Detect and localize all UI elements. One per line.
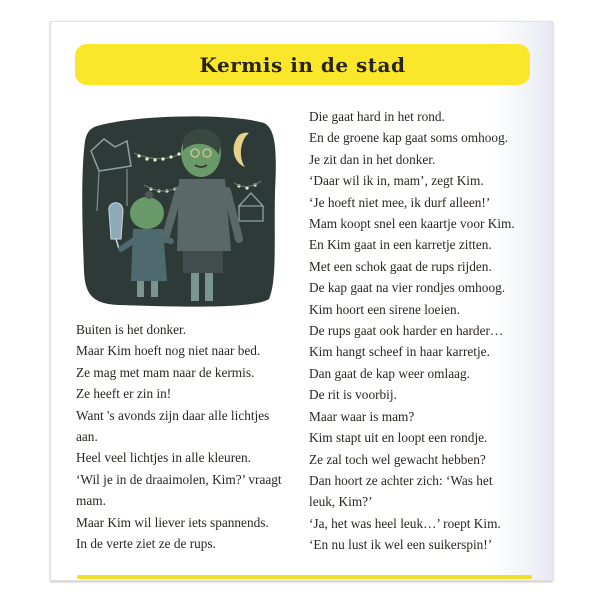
left-text-column [76,319,296,554]
text-line: Kim hoort een sirene loeien. [309,301,461,317]
text-line: ‘Je hoeft niet mee, ik durf alleen!’ [309,194,491,210]
text-line: In de verte ziet ze de rups. [76,536,216,552]
title-banner [75,44,530,85]
illustration-image [79,111,279,311]
text-line: Ze heeft er zin in! [76,386,172,402]
text-line: leuk, Kim?’ [309,494,373,510]
text-line: ‘En nu lust ik wel een suikerspin!’ [309,537,493,553]
text-line: Die gaat hard in het rond. [309,109,445,124]
text-line: De rit is voorbij. [309,387,397,403]
text-line: ‘Ja, het was heel leuk…’ roept Kim. [309,515,501,531]
text-line: Mam koopt snel een kaartje voor Kim. [309,216,515,232]
text-line: Kim hangt scheef in haar karretje. [309,344,490,360]
text-line: ‘Daar wil ik in, mam’, zegt Kim. [309,173,484,189]
bottom-divider [77,575,532,579]
text-line: En de groene kap gaat soms omhoog. [309,130,509,146]
text-line: De rups gaat ook harder en harder… [309,323,504,339]
text-line: Kim stapt uit en loopt een rondje. [309,430,488,446]
text-line: Maar waar is mam? [309,408,415,424]
text-line: Ze mag met mam naar de kermis. [76,364,255,380]
text-line: Ze zal toch wel gewacht hebben? [309,451,486,467]
text-line: mam. [76,493,106,509]
text-line: ‘Wil je in de draaimolen, Kim?’ vraagt [76,471,282,487]
text-line: Dan hoort ze achter zich: ‘Was het [309,472,493,488]
book-page [50,21,553,581]
text-line: Maar Kim wil liever iets spannends. [76,514,269,530]
text-line: De kap gaat na vier rondjes omhoog. [309,280,506,296]
page-title: Kermis in de stad [199,52,406,77]
text-line: Met een schok gaat de rups rijden. [309,258,492,274]
text-line: Maar Kim hoeft nog niet naar bed. [76,343,261,359]
text-line: Je zit dan in het donker. [309,151,436,167]
text-line: aan. [76,429,98,445]
text-line: Heel veel lichtjes in alle kleuren. [76,450,252,466]
text-line: En Kim gaat in een karretje zitten. [309,237,492,253]
text-line: Buiten is het donker. [76,322,187,337]
right-text-column [309,106,549,556]
text-line: Dan gaat de kap weer omlaag. [309,365,470,381]
text-line: Want 's avonds zijn daar alle lichtjes [76,407,270,423]
